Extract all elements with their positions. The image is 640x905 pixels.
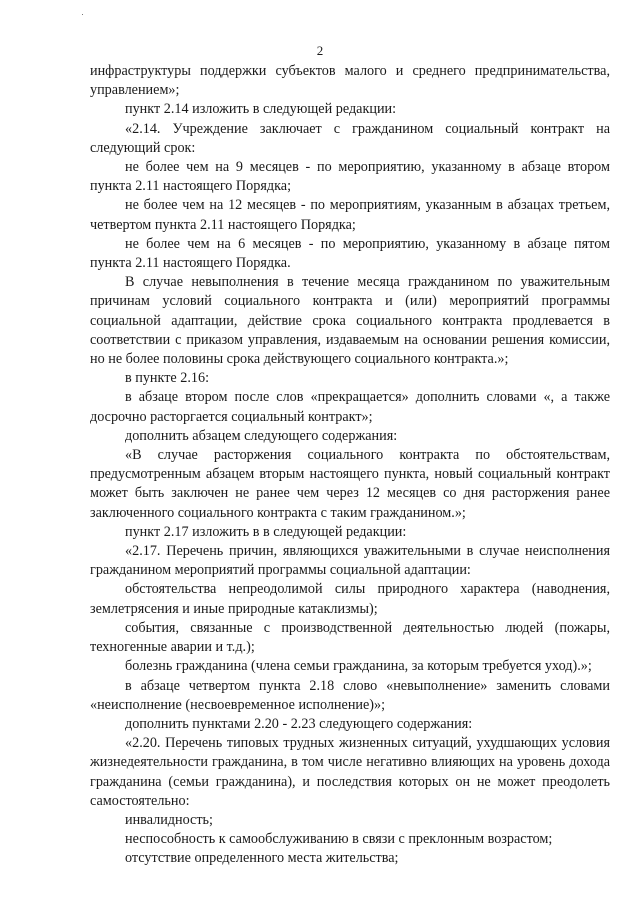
paragraph: отсутствие определенного места жительства; <box>125 850 399 867</box>
paragraph: не более чем на 9 месяцев - по мероприятию, указанному в абзаце втором пункта 2.11 настоящего Порядка; <box>90 159 610 195</box>
paragraph: инвалидность; <box>125 811 213 828</box>
paragraph: неспособность к самообслуживанию в связи с преклонным возрастом; <box>125 831 553 848</box>
paragraph: в абзаце четвертом пункта 2.18 слово «невыполнение» заменить словами «неисполнение (несвоевременное исполнение)»; <box>90 677 610 713</box>
paragraph: пункт 2.14 изложить в следующей редакции: <box>125 101 397 118</box>
paragraph: дополнить абзацем следующего содержания: <box>125 427 398 444</box>
paragraph: В случае невыполнения в течение месяца гражданином по уважительным причинам условий социального контракта и (или) мероприятий программы социальной адаптации, действие срока социального контракта продлевается в соответствии с приказом управления, издаваемым на основании решения комиссии, но не более половины срока действующего социального контракта.»; <box>90 274 610 368</box>
paragraph: обстоятельства непреодолимой силы природного характера (наводнения, землетрясения и иные природные катаклизмы); <box>90 581 610 617</box>
paragraph: в абзаце втором после слов «прекращается» дополнить словами «, а также досрочно расторгается социальный контракт»; <box>90 389 610 425</box>
paragraph: не более чем на 12 месяцев - по мероприятиям, указанным в абзацах третьем, четвертом пункта 2.11 настоящего Порядка; <box>90 197 610 233</box>
paragraph: «В случае расторжения социального контракта по обстоятельствам, предусмотренным абзацем вторым настоящего пункта, новый социальный контракт может быть заключен не ранее чем через 12 месяцев со дня расторжения ранее заключенного социального контракта с таким гражданином.»; <box>90 447 610 521</box>
paragraph: «2.20. Перечень типовых трудных жизненных ситуаций, ухудшающих условия жизнедеятельности гражданина, в том числе негативно влияющих на уровень дохода гражданина (семьи гражданина), и последствия которых он не может преодолеть самостоятельно: <box>90 735 610 809</box>
paragraph: пункт 2.17 изложить в в следующей редакции: <box>125 523 407 540</box>
paragraph: инфраструктуры поддержки субъектов малого и среднего предпринимательства, управлением»; <box>90 63 610 99</box>
paragraph: «2.14. Учреждение заключает с гражданином социальный контракт на следующий срок: <box>90 120 610 156</box>
page-number: 2 <box>316 43 324 58</box>
paragraph: «2.17. Перечень причин, являющихся уважительными в случае неисполнения гражданином мероприятий программы социальной адаптации: <box>90 543 610 579</box>
paragraph: дополнить пунктами 2.20 - 2.23 следующего содержания: <box>125 715 473 732</box>
paragraph: события, связанные с производственной деятельностью людей (пожары, техногенные аварии и т.д.); <box>90 619 610 656</box>
paragraph: болезнь гражданина (члена семьи гражданина, за которым требуется уход).»; <box>125 658 592 675</box>
scan-speck <box>82 14 83 15</box>
paragraph: не более чем на 6 месяцев - по мероприятию, указанному в абзаце пятом пункта 2.11 настоящего Порядка. <box>90 235 610 272</box>
document-body <box>90 62 610 869</box>
paragraph: в пункте 2.16: <box>125 370 210 387</box>
